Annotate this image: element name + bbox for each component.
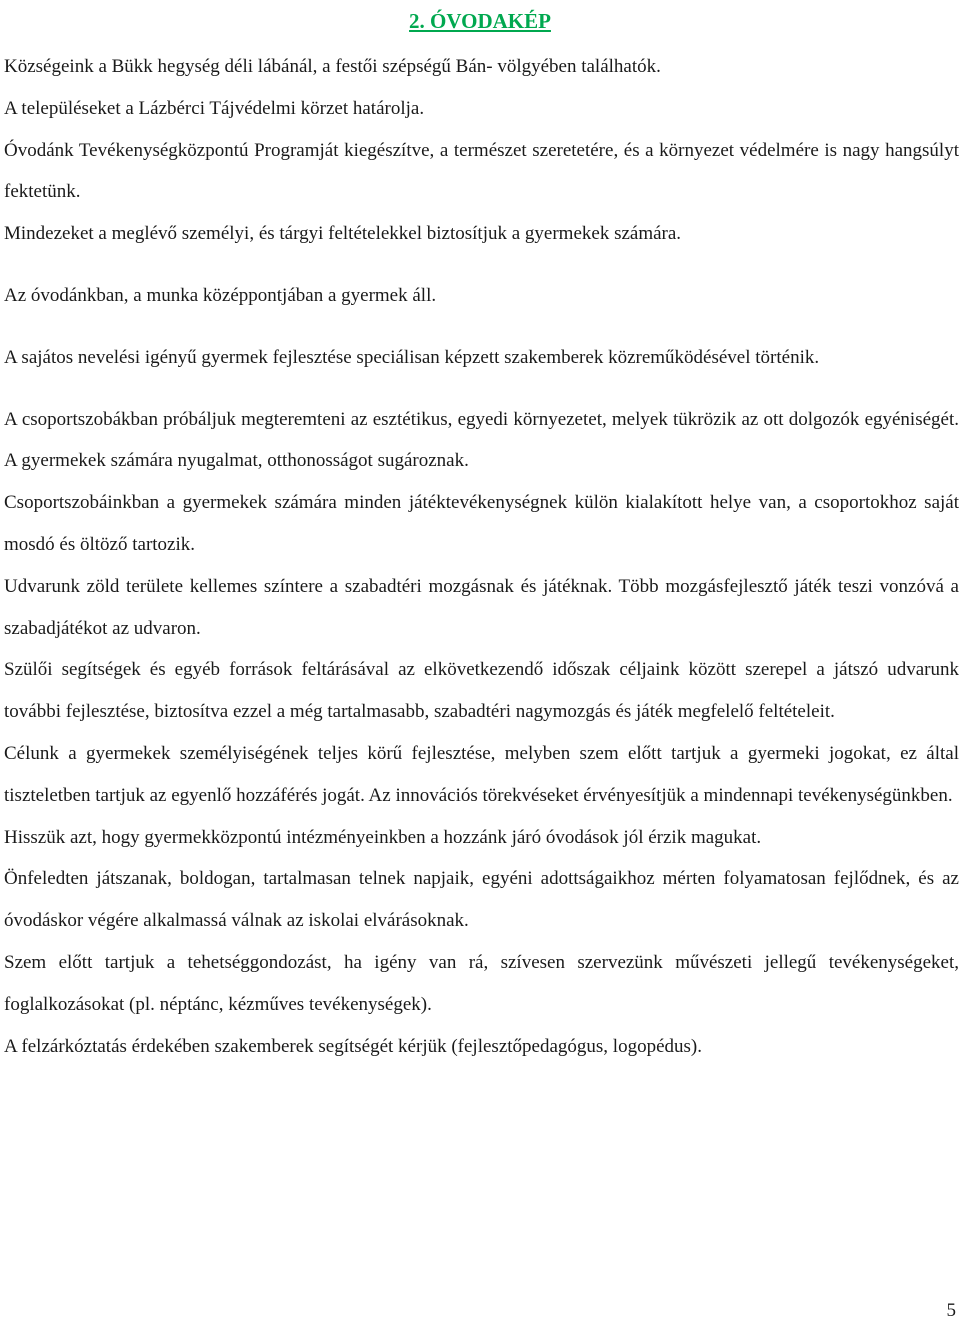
paragraph-group-rooms: A csoportszobákban próbáljuk megteremteni az esztétikus, egyedi környezetet, melyek tükrözik az ott dolgozók egyéniségét. A gyermekek számára nyugalmat, otthonosságot sugároznak. [4,408,959,472]
paragraph-child-centered: Az óvodánkban, a munka középpontjában a gyermek áll. [4,284,437,306]
paragraph-protected-area: A településeket a Lázbérci Tájvédelmi körzet határolja. [4,97,425,119]
page-number: 5 [946,1300,956,1321]
paragraph-talent-care: Szem előtt tartjuk a tehetséggondozást, ha igény van rá, szívesen szervezünk művészeti jellegű tevékenységeket, foglalkozásokat (pl. néptánc, kézműves tevékenységek). [4,951,959,1015]
document-body [4,46,959,1067]
paragraph-special-needs: A sajátos nevelési igényű gyermek fejlesztése speciálisan képzett szakemberek közreműködésével történik. [4,346,820,368]
paragraph-program: Óvodánk Tevékenységközpontú Programját kiegészítve, a természet szeretetére, és a környezet védelmére is nagy hangsúlyt fektetünk. [4,139,959,203]
paragraph-development-goals: Szülői segítségek és egyéb források feltárásával az elkövetkezendő időszak céljaink között szerepel a játszó udvarunk további fejlesztése, biztosítva ezzel a még tartalmasabb, szabadtéri nagymozgás és játék megfelelő feltételeit. [4,659,959,723]
paragraph-play-areas: Csoportszobáinkban a gyermekek számára minden játéktevékenységnek külön kialakított helye van, a csoportokhoz saját mosdó és öltöző tartozik. [4,492,959,555]
paragraph-intro-location: Községeink a Bükk hegység déli lábánál, a festői szépségű Bán- völgyében találhatók. [4,56,661,77]
paragraph-aims: Célunk a gyermekek személyiségének teljes körű fejlesztése, melyben szem előtt tartjuk a gyermeki jogokat, ez által tiszteletben tartjuk az egyenlő hozzáférés jogát. Az innovációs törekvéseket érvényesítjük a mindennapi tevékenységünkben. [4,742,959,806]
paragraph-belief: Hisszük azt, hogy gyermekközpontú intézményeinkben a hozzánk járó óvodások jól érzik magukat. [4,826,762,848]
section-title: 2. ÓVODAKÉP [409,9,551,33]
paragraph-conditions: Mindezeket a meglévő személyi, és tárgyi feltételekkel biztosítjuk a gyermekek számára. [4,223,682,245]
paragraph-carefree-play: Önfeledten játszanak, boldogan, tartalmasan telnek napjaik, egyéni adottságaikhoz mérten folyamatosan fejlődnek, és az óvodáskor végére alkalmassá válnak az iskolai elvárásoknak. [4,868,959,932]
paragraph-catching-up: A felzárkóztatás érdekében szakemberek segítségét kérjük (fejlesztőpedagógus, logopédus). [4,1035,702,1057]
paragraph-yard: Udvarunk zöld területe kellemes színtere a szabadtéri mozgásnak és játéknak. Több mozgásfejlesztő játék teszi vonzóvá a szabadjátékot az udvaron. [4,575,959,639]
